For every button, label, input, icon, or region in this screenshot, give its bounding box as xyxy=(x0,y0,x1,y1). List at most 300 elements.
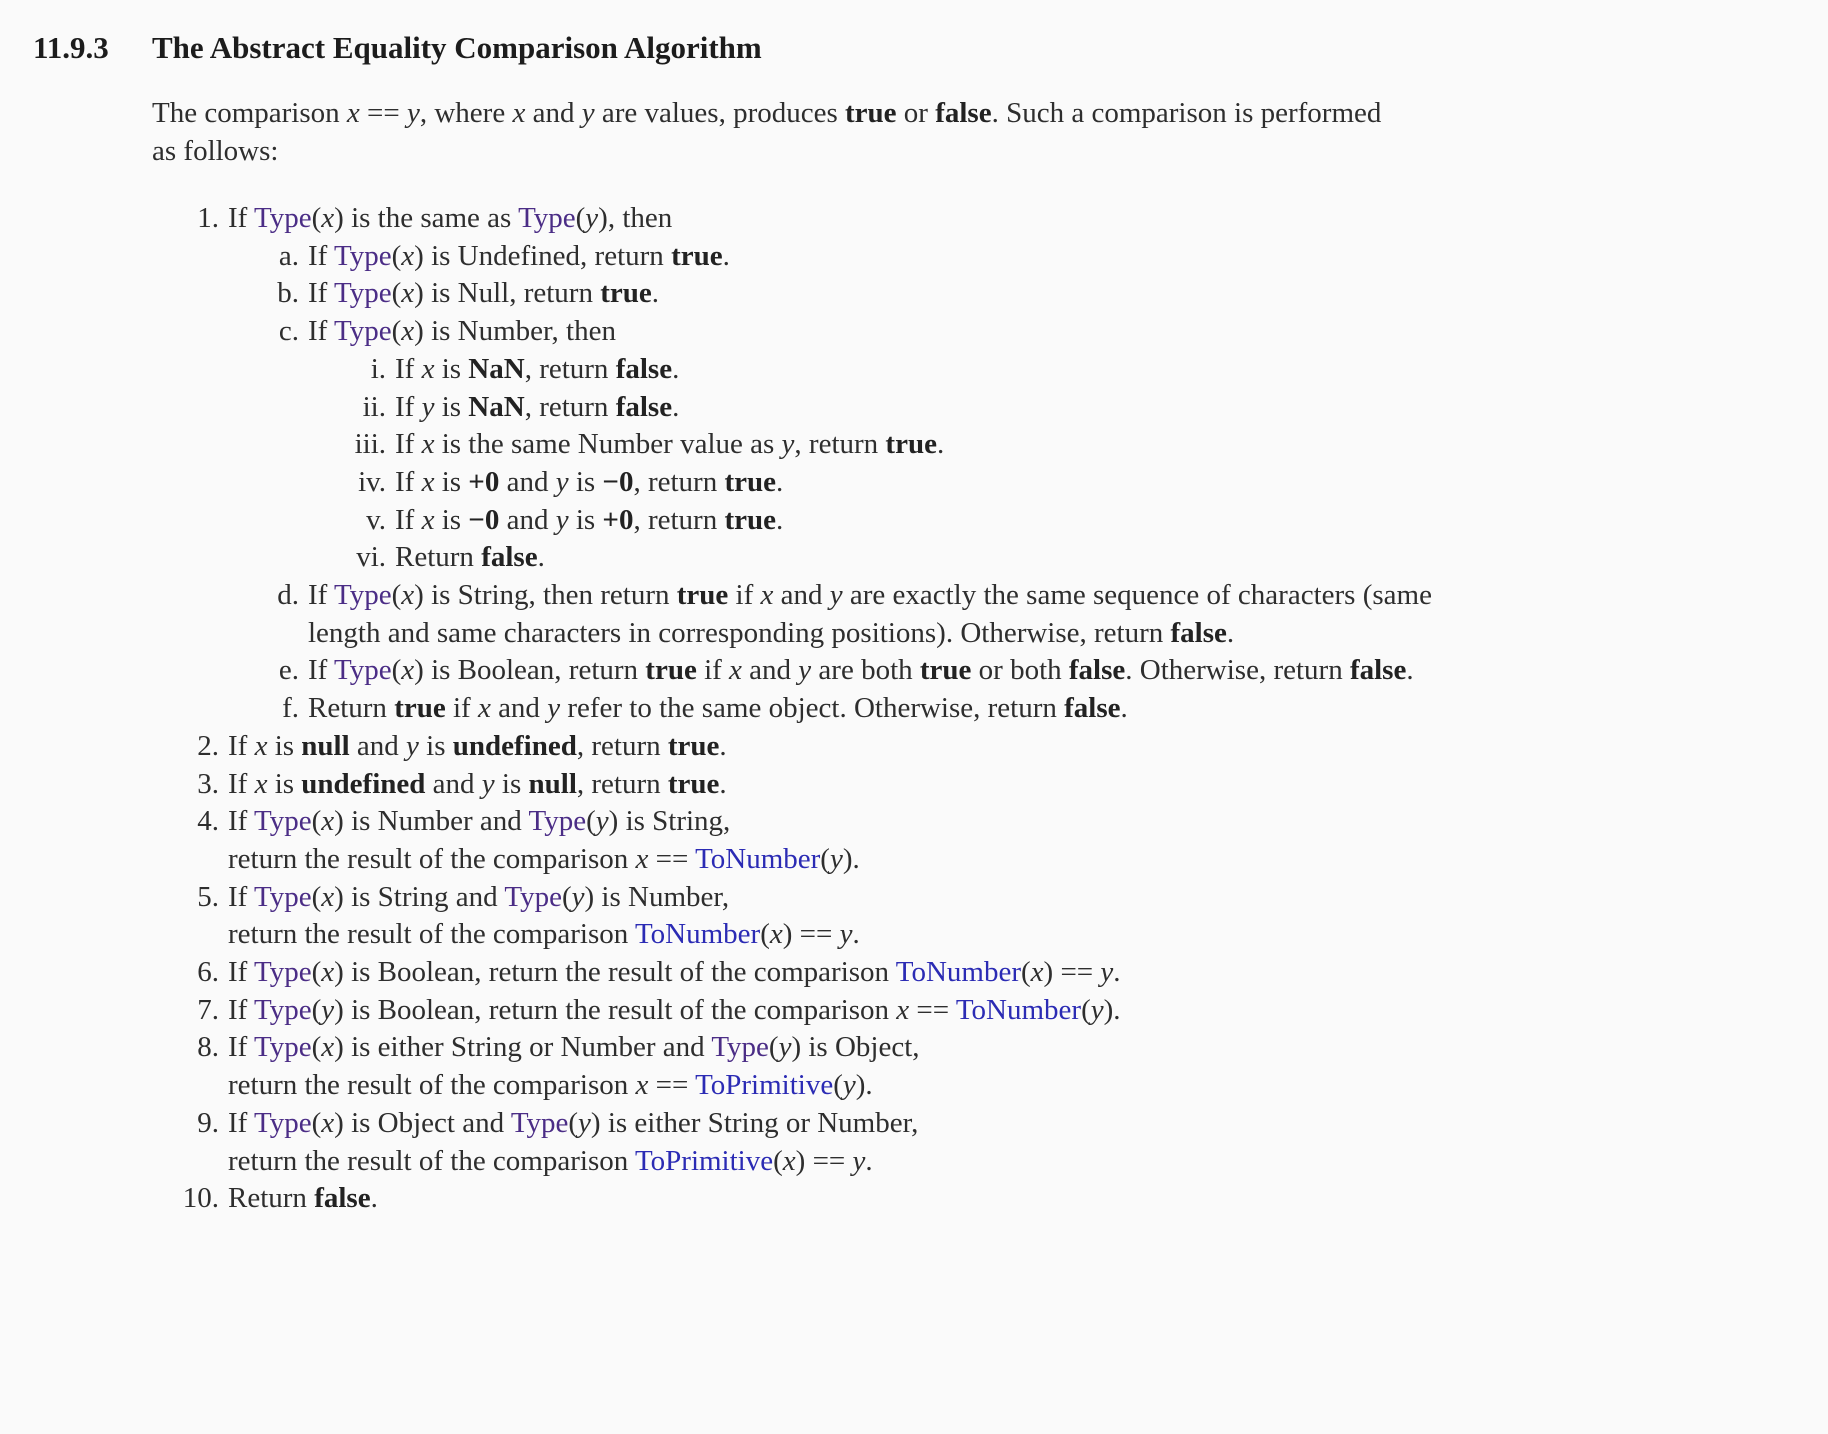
text-segment: . xyxy=(719,729,727,762)
text-segment: +0 xyxy=(468,465,500,498)
type-link[interactable]: Type xyxy=(254,880,312,913)
step-text xyxy=(308,277,659,309)
text-segment: If xyxy=(228,1106,255,1139)
text-segment: null xyxy=(301,729,350,762)
text-segment: if xyxy=(445,692,478,725)
text-segment: == xyxy=(909,993,956,1026)
text-segment: If xyxy=(308,315,335,348)
algorithm-step-8 xyxy=(0,1029,1828,1104)
type-link[interactable]: Type xyxy=(334,239,392,272)
text-segment: . xyxy=(719,767,727,800)
text-segment: ( xyxy=(575,202,586,234)
algorithm-step-a xyxy=(0,238,1828,276)
list-marker: v. xyxy=(366,503,386,536)
list-marker: 3. xyxy=(197,767,219,800)
algorithm-list xyxy=(0,200,1828,1218)
text-segment: y xyxy=(578,1106,591,1139)
text-segment: length and same characters in corresponding positions). Otherwise, return xyxy=(308,616,1171,649)
text-segment: ( xyxy=(391,654,402,687)
algorithm-step-f xyxy=(0,690,1828,728)
text-segment: x xyxy=(321,202,335,234)
text-segment: false xyxy=(314,1182,371,1215)
text-segment: ) is either String or Number, xyxy=(590,1106,919,1139)
list-marker: iv. xyxy=(358,465,386,498)
text-segment: ( xyxy=(311,1031,322,1064)
text-segment: If xyxy=(228,805,255,838)
step-text xyxy=(395,504,783,536)
text-segment: y xyxy=(555,503,569,536)
text-segment: x xyxy=(421,352,435,385)
abstract-op-link[interactable]: ToNumber xyxy=(895,956,1021,989)
text-segment: . xyxy=(651,277,659,310)
algorithm-step-i xyxy=(0,351,1828,389)
list-marker: 10. xyxy=(182,1182,219,1215)
text-segment: ( xyxy=(1081,993,1091,1026)
text-segment: and xyxy=(773,579,830,612)
text-segment: ) == xyxy=(795,1144,853,1177)
algorithm-step-5 xyxy=(0,879,1828,954)
list-marker: b. xyxy=(277,277,299,310)
text-segment: y xyxy=(798,654,812,687)
text-segment: == xyxy=(359,97,407,129)
text-segment: x xyxy=(346,97,360,129)
text-segment: x xyxy=(321,880,335,913)
text-segment: y xyxy=(406,97,420,129)
text-segment: x xyxy=(421,428,435,461)
text-segment: If xyxy=(308,579,335,612)
text-segment: x xyxy=(254,767,268,800)
text-segment: ( xyxy=(391,315,402,348)
step-text xyxy=(308,240,730,272)
abstract-op-link[interactable]: ToPrimitive xyxy=(634,1144,774,1177)
text-segment: ( xyxy=(391,579,402,612)
text-segment: The comparison xyxy=(152,97,347,129)
step-text xyxy=(308,315,616,347)
text-segment: false xyxy=(1068,654,1126,687)
text-segment: is the same Number value as xyxy=(434,428,782,461)
text-segment: is xyxy=(434,465,469,498)
text-segment: true xyxy=(671,239,723,272)
text-segment: and xyxy=(425,767,482,800)
step-text xyxy=(228,202,672,234)
text-segment: is xyxy=(434,503,469,536)
text-segment: ) is String and xyxy=(334,880,505,913)
text-segment: x xyxy=(401,239,415,272)
algorithm-step-7 xyxy=(0,992,1828,1030)
text-segment: ) == xyxy=(1043,956,1101,989)
text-segment: y xyxy=(595,805,609,838)
list-marker: vi. xyxy=(356,541,386,574)
abstract-op-link[interactable]: ToNumber xyxy=(955,993,1082,1026)
text-segment: and xyxy=(490,692,548,725)
step-text xyxy=(228,768,727,800)
list-marker: 8. xyxy=(197,1031,219,1064)
text-segment: . xyxy=(672,390,680,423)
algorithm-step-9 xyxy=(0,1105,1828,1180)
step-text xyxy=(228,730,727,762)
text-segment: is xyxy=(434,352,469,385)
text-segment: ( xyxy=(820,842,830,875)
intro-paragraph xyxy=(152,95,1632,170)
text-segment: If xyxy=(228,956,255,989)
text-segment: If xyxy=(395,428,422,461)
text-segment: or xyxy=(896,97,936,129)
text-segment: x xyxy=(635,842,649,875)
text-segment: null xyxy=(528,767,577,800)
text-segment: false xyxy=(1064,692,1121,725)
type-link[interactable]: Type xyxy=(504,880,562,913)
text-segment: If xyxy=(228,729,255,762)
text-segment: If xyxy=(308,239,335,272)
step-text xyxy=(395,353,679,385)
text-segment: == xyxy=(648,1069,696,1102)
text-segment: y xyxy=(555,465,569,498)
list-marker: 2. xyxy=(197,729,219,762)
algorithm-step-ii xyxy=(0,389,1828,427)
list-marker: 1. xyxy=(197,202,219,234)
text-segment: . xyxy=(722,239,730,272)
algorithm-step-1 xyxy=(0,200,1828,238)
text-segment: x xyxy=(512,97,526,129)
text-segment: ) == xyxy=(782,918,840,951)
type-link[interactable]: Type xyxy=(510,1106,569,1139)
algorithm-step-iii xyxy=(0,426,1828,464)
text-segment: ) is Number, then xyxy=(414,315,616,348)
text-segment: . xyxy=(1406,654,1414,687)
step-text xyxy=(395,428,944,460)
text-segment: ) is Boolean, return xyxy=(414,654,646,687)
type-link[interactable]: Type xyxy=(711,1031,769,1064)
text-segment: ( xyxy=(760,918,770,951)
list-marker: iii. xyxy=(354,428,386,461)
text-segment: and xyxy=(525,97,582,129)
step-text xyxy=(395,466,783,498)
text-segment: x xyxy=(321,956,335,989)
text-segment: y xyxy=(829,842,843,875)
text-segment: ) is String, then return xyxy=(414,579,677,612)
step-text xyxy=(228,1182,378,1214)
text-segment: ( xyxy=(311,880,322,913)
text-segment: . xyxy=(1120,692,1128,725)
text-segment: true xyxy=(394,692,446,725)
text-segment: . xyxy=(672,352,680,385)
text-segment: x xyxy=(477,692,491,725)
step-text xyxy=(395,391,679,423)
text-segment: return the result of the comparison xyxy=(228,1144,635,1177)
text-segment: and xyxy=(499,465,556,498)
text-segment: Return xyxy=(308,692,395,725)
step-text xyxy=(228,994,1121,1026)
algorithm-step-4 xyxy=(0,803,1828,878)
text-segment: ( xyxy=(311,202,322,234)
text-segment: true xyxy=(676,579,729,612)
text-segment: . xyxy=(537,541,545,574)
step-text xyxy=(395,541,545,573)
list-marker: e. xyxy=(278,654,299,687)
text-segment: , return xyxy=(794,428,886,461)
text-segment: −0 xyxy=(602,465,634,498)
algorithm-step-10 xyxy=(0,1180,1828,1218)
text-segment: x xyxy=(401,654,415,687)
text-segment: true xyxy=(724,465,776,498)
text-segment: false xyxy=(481,541,538,574)
text-segment: Return xyxy=(395,541,482,574)
text-segment: . xyxy=(936,428,945,461)
text-segment: y xyxy=(829,579,843,612)
abstract-op-link[interactable]: ToPrimitive xyxy=(695,1069,834,1102)
text-segment: ( xyxy=(1020,956,1031,989)
text-segment: y xyxy=(842,1069,856,1102)
type-link[interactable]: Type xyxy=(334,654,392,687)
text-segment: y xyxy=(481,767,495,800)
text-segment: is xyxy=(568,503,603,536)
text-segment: ) is the same as xyxy=(334,202,519,234)
type-link[interactable]: Type xyxy=(334,277,392,310)
text-segment: ( xyxy=(311,1106,322,1139)
type-link[interactable]: Type xyxy=(334,315,392,348)
text-segment: If xyxy=(395,390,422,423)
text-segment: ) is Null, return xyxy=(414,277,601,310)
text-segment: y xyxy=(1090,993,1104,1026)
text-segment: . xyxy=(775,465,784,498)
text-segment: x xyxy=(760,579,774,612)
text-segment: return the result of the comparison xyxy=(228,1069,636,1102)
text-segment: true xyxy=(919,654,972,687)
text-segment: , return xyxy=(524,390,616,423)
text-segment: , where xyxy=(419,97,513,129)
text-segment: If xyxy=(308,654,335,687)
text-segment: ) is either String or Number and xyxy=(334,1031,712,1064)
list-marker: ii. xyxy=(362,390,386,423)
text-segment: , return xyxy=(524,352,616,385)
text-segment: . Otherwise, return xyxy=(1125,654,1350,687)
text-segment: true xyxy=(667,729,720,762)
text-segment: if xyxy=(728,579,761,612)
algorithm-step-6 xyxy=(0,954,1828,992)
text-segment: If xyxy=(228,202,255,234)
text-segment: ). xyxy=(842,842,860,875)
abstract-op-link[interactable]: ToNumber xyxy=(695,842,821,875)
text-segment: If xyxy=(228,767,255,800)
text-segment: y xyxy=(778,1031,792,1064)
text-segment: x xyxy=(254,729,268,762)
text-segment: y xyxy=(581,97,595,129)
text-segment: −0 xyxy=(468,503,500,536)
text-segment: ( xyxy=(311,993,322,1026)
text-segment: is xyxy=(434,390,469,423)
text-segment: x xyxy=(421,503,435,536)
text-segment: . xyxy=(775,503,784,536)
text-segment: ( xyxy=(561,880,572,913)
text-segment: or both xyxy=(971,654,1069,687)
text-segment: ( xyxy=(311,805,322,838)
text-segment: true xyxy=(600,277,652,310)
text-segment: ). xyxy=(1103,993,1121,1026)
text-segment: undefined xyxy=(452,729,577,762)
text-segment: x xyxy=(1030,956,1044,989)
step-text xyxy=(308,692,1128,724)
abstract-op-link[interactable]: ToNumber xyxy=(634,918,761,951)
text-segment: , return xyxy=(576,729,668,762)
text-segment: and xyxy=(349,729,407,762)
text-segment: ) is Undefined, return xyxy=(414,239,672,272)
text-segment: return the result of the comparison xyxy=(228,918,635,951)
text-segment: If xyxy=(308,277,335,310)
text-segment: are exactly the same sequence of characters (same xyxy=(842,579,1432,612)
algorithm-step-b xyxy=(0,275,1828,313)
text-segment: y xyxy=(406,729,419,762)
text-segment: y xyxy=(839,918,853,951)
algorithm-step-2 xyxy=(0,728,1828,766)
list-marker: 9. xyxy=(197,1106,219,1139)
text-segment: if xyxy=(696,654,730,687)
text-segment: ) is Number and xyxy=(334,805,529,838)
section-heading xyxy=(33,28,762,68)
text-segment: . xyxy=(852,918,860,951)
text-segment: If xyxy=(395,503,422,536)
type-link[interactable]: Type xyxy=(254,993,312,1026)
text-segment: is xyxy=(267,767,302,800)
list-marker: 6. xyxy=(197,956,219,989)
text-segment: y xyxy=(547,692,561,725)
text-segment: x xyxy=(896,993,910,1026)
text-segment: false xyxy=(615,390,673,423)
type-link[interactable]: Type xyxy=(528,805,587,838)
text-segment: ( xyxy=(391,239,402,272)
text-segment: false xyxy=(935,97,992,129)
text-segment: false xyxy=(615,352,673,385)
type-link[interactable]: Type xyxy=(254,202,312,234)
list-marker: d. xyxy=(277,579,299,612)
text-segment: refer to the same object. Otherwise, return xyxy=(560,692,1065,725)
text-segment: y xyxy=(781,428,795,461)
section-number: 11.9.3 xyxy=(33,30,109,65)
text-segment: false xyxy=(1170,616,1227,649)
text-segment: . xyxy=(1113,956,1121,989)
step-text xyxy=(228,1031,920,1101)
text-segment: x xyxy=(401,315,415,348)
text-segment: NaN xyxy=(468,390,525,423)
section-title: The Abstract Equality Comparison Algorithm xyxy=(152,30,762,65)
text-segment: y xyxy=(852,1144,866,1177)
text-segment: y xyxy=(571,880,585,913)
text-segment: and xyxy=(741,654,799,687)
type-link[interactable]: Type xyxy=(334,579,392,612)
type-link[interactable]: Type xyxy=(254,1031,312,1064)
text-segment: . xyxy=(1226,616,1235,649)
list-marker: f. xyxy=(282,692,299,725)
text-segment: are both xyxy=(811,654,920,687)
text-segment: If xyxy=(228,880,255,913)
algorithm-step-iv xyxy=(0,464,1828,502)
text-segment: is xyxy=(494,767,529,800)
text-segment: +0 xyxy=(602,503,634,536)
text-segment: false xyxy=(1349,654,1407,687)
text-segment: . xyxy=(865,1144,873,1177)
text-segment: ). xyxy=(855,1069,873,1102)
text-segment: are values, produces xyxy=(594,97,846,129)
step-text xyxy=(308,579,1432,649)
text-segment: true xyxy=(845,97,897,129)
step-text xyxy=(228,881,860,951)
step-text xyxy=(308,654,1414,686)
text-segment: x xyxy=(769,918,783,951)
text-segment: Return xyxy=(228,1182,315,1215)
text-segment: ) is Boolean, return the result of the comparison xyxy=(334,993,897,1026)
text-segment: , return xyxy=(633,503,725,536)
text-segment: undefined xyxy=(301,767,426,800)
text-segment: ) is Object, xyxy=(791,1031,920,1064)
text-segment: x xyxy=(321,1031,335,1064)
step-text xyxy=(228,805,860,875)
text-segment: If xyxy=(228,993,255,1026)
text-segment: ( xyxy=(311,956,322,989)
text-segment: , return xyxy=(633,465,725,498)
step-text xyxy=(228,1107,918,1177)
text-segment: true xyxy=(645,654,697,687)
text-segment: x xyxy=(401,579,415,612)
text-segment: x xyxy=(782,1144,796,1177)
text-segment: x xyxy=(729,654,742,687)
text-segment: y xyxy=(585,202,599,234)
algorithm-step-vi xyxy=(0,539,1828,577)
text-segment: , return xyxy=(576,767,668,800)
type-link[interactable]: Type xyxy=(254,1106,312,1139)
text-segment: ) is Boolean, return the result of the comparison xyxy=(334,956,896,989)
type-link[interactable]: Type xyxy=(254,956,312,989)
text-segment: x xyxy=(635,1069,649,1102)
text-segment: If xyxy=(395,352,422,385)
text-segment: and xyxy=(499,503,556,536)
text-segment: ( xyxy=(586,805,596,838)
algorithm-step-v xyxy=(0,502,1828,540)
text-segment: ), then xyxy=(598,202,673,234)
text-segment: ( xyxy=(773,1144,783,1177)
text-segment: x xyxy=(321,1106,335,1139)
step-text xyxy=(228,956,1121,988)
type-link[interactable]: Type xyxy=(518,202,576,234)
text-segment: x xyxy=(421,465,435,498)
list-marker: i. xyxy=(370,352,386,385)
algorithm-step-e xyxy=(0,652,1828,690)
text-segment: ( xyxy=(833,1069,843,1102)
algorithm-step-3 xyxy=(0,766,1828,804)
text-segment: is xyxy=(418,729,453,762)
text-segment: as follows: xyxy=(152,134,279,167)
text-segment: y xyxy=(321,993,335,1026)
text-segment: return the result of the comparison xyxy=(228,842,636,875)
text-segment: . xyxy=(370,1182,378,1215)
algorithm-step-c xyxy=(0,313,1828,351)
text-segment: If xyxy=(395,465,422,498)
list-marker: 4. xyxy=(197,805,219,838)
text-segment: ( xyxy=(768,1031,779,1064)
text-segment: ) is Object and xyxy=(334,1106,511,1139)
text-segment: ( xyxy=(391,277,402,310)
text-segment: true xyxy=(667,767,720,800)
text-segment: true xyxy=(885,428,937,461)
text-segment: is xyxy=(568,465,603,498)
text-segment: x xyxy=(321,805,335,838)
text-segment: is xyxy=(267,729,302,762)
list-marker: 5. xyxy=(197,880,219,913)
text-segment: NaN xyxy=(468,352,525,385)
text-segment: true xyxy=(724,503,776,536)
type-link[interactable]: Type xyxy=(254,805,312,838)
algorithm-step-d xyxy=(0,577,1828,652)
list-marker: a. xyxy=(278,239,299,272)
text-segment: ) is Number, xyxy=(584,880,730,913)
